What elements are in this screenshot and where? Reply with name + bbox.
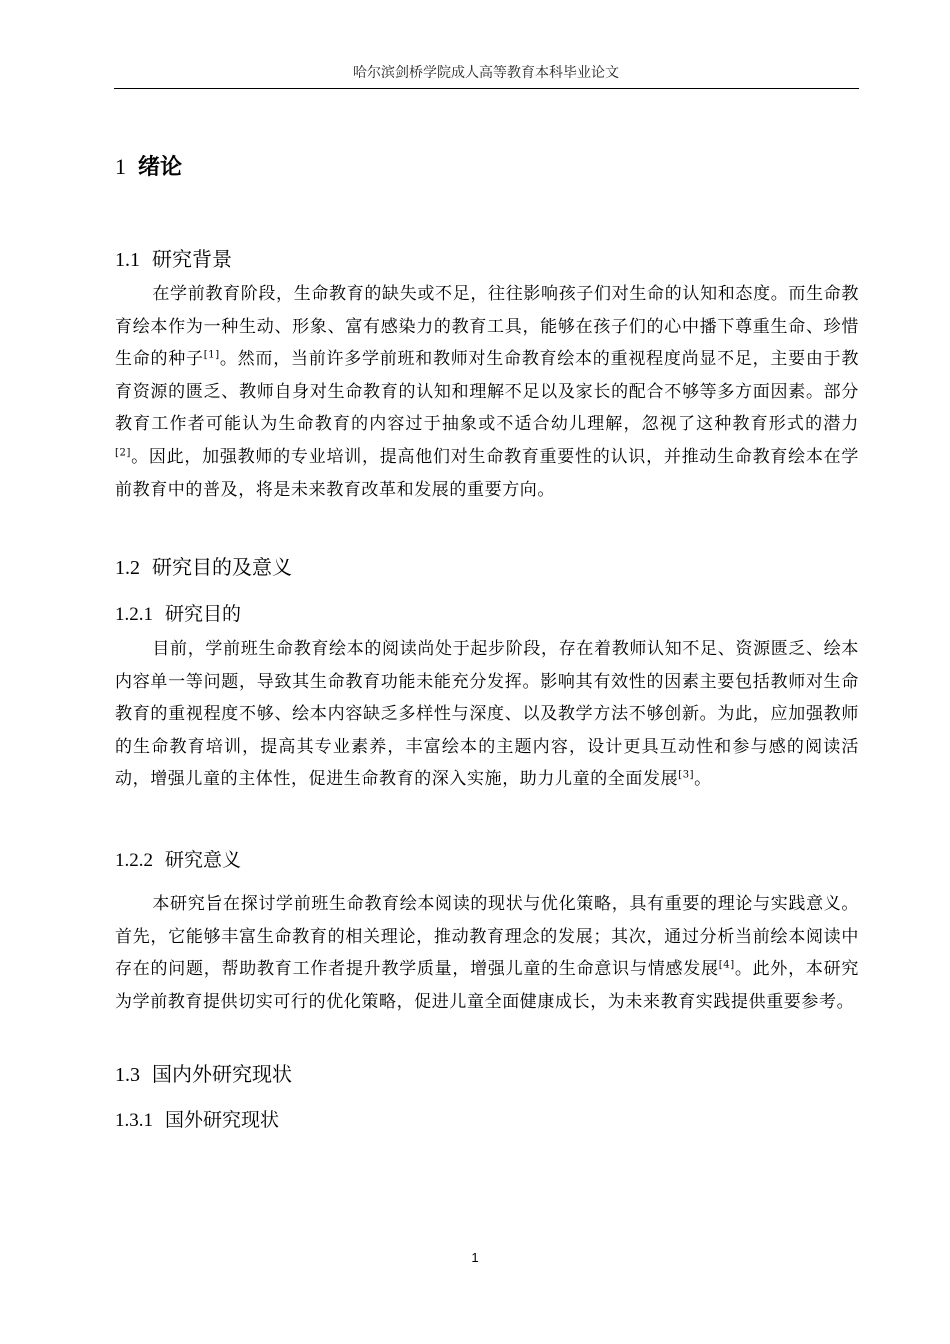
text-run: 。 [694,769,712,790]
section-title: 研究意义 [165,849,242,871]
paragraph-background [115,278,859,506]
chapter-heading [115,150,182,181]
section-number: 1.2.1 [115,604,153,625]
text-run: 在学前教育阶段，生命教育的缺失或不足，往往影响孩子们对生命的认知和态度。而生命教育绘本作为一种生动、形象、富有感染力的教育工具，能够在孩子们的心中播下尊重生命、珍惜生命的种子 [115,284,859,370]
citation-ref: [4] [718,959,735,971]
section-title: 研究目的 [165,603,242,625]
section-title: 研究背景 [152,247,232,271]
section-number: 1.3.1 [115,1110,153,1131]
text-run: 本研究旨在探讨学前班生命教育绘本阅读的现状与优化策略，具有重要的理论与实践意义。首先，它能够丰富生命教育的相关理论，推动教育理念的发展；其次，通过分析当前绘本阅读中存在的问题，帮助教育工作者提升教学质量，增强儿童的生命意识与情感发展 [115,894,859,980]
paragraph-purpose [115,633,859,796]
section-heading-1-1 [115,243,232,272]
citation-ref: [1] [203,349,220,361]
chapter-number: 1 [115,154,126,179]
running-header: 哈尔滨剑桥学院成人高等教育本科毕业论文 [353,65,619,81]
text-run: 。此外，本研究为学前教育提供切实可行的优化策略，促进儿童全面健康成长，为未来教育实践提供重要参考。 [115,959,859,1012]
section-title: 国内外研究现状 [152,1062,292,1086]
subsection-heading-1-3-1 [115,1105,279,1132]
chapter-title: 绪论 [138,155,183,180]
section-title: 研究目的及意义 [152,555,292,579]
section-number: 1.2 [115,557,140,579]
citation-ref: [3] [678,769,695,781]
subsection-heading-1-2-2 [115,845,241,872]
text-run: 。然而，当前许多学前班和教师对生命教育绘本的重视程度尚显不足，主要由于教育资源的匮乏、教师自身对生命教育的认知和理解不足以及家长的配合不够等多方面因素。部分教育工作者可能认为生命教育的内容过于抽象或不适合幼儿理解，忽视了这种教育形式的潜力 [115,349,860,435]
text-run: 目前，学前班生命教育绘本的阅读尚处于起步阶段，存在着教师认知不足、资源匮乏、绘本内容单一等问题，导致其生命教育功能未能充分发挥。影响其有效性的因素主要包括教师对生命教育的重视程度不够、绘本内容缺乏多样性与深度、以及教学方法不够创新。为此，应加强教师的生命教育培训，提高其专业素养，丰富绘本的主题内容，设计更具互动性和参与感的阅读活动，增强儿童的主体性，促进生命教育的深入实施，助力儿童的全面发展 [115,639,859,790]
header-rule [114,88,859,89]
section-heading-1-3 [115,1058,292,1087]
section-number: 1.2.2 [115,850,153,871]
paragraph-significance [115,888,859,1018]
section-title: 国外研究现状 [165,1109,280,1131]
section-number: 1.1 [115,249,140,271]
section-number: 1.3 [115,1064,140,1086]
section-heading-1-2 [115,551,292,580]
citation-ref: [2] [115,447,131,459]
text-run: 。因此，加强教师的专业培训，提高他们对生命教育重要性的认识，并推动生命教育绘本在学前教育中的普及，将是未来教育改革和发展的重要方向。 [115,446,859,500]
page-number: 1 [471,1250,479,1265]
subsection-heading-1-2-1 [115,599,241,626]
